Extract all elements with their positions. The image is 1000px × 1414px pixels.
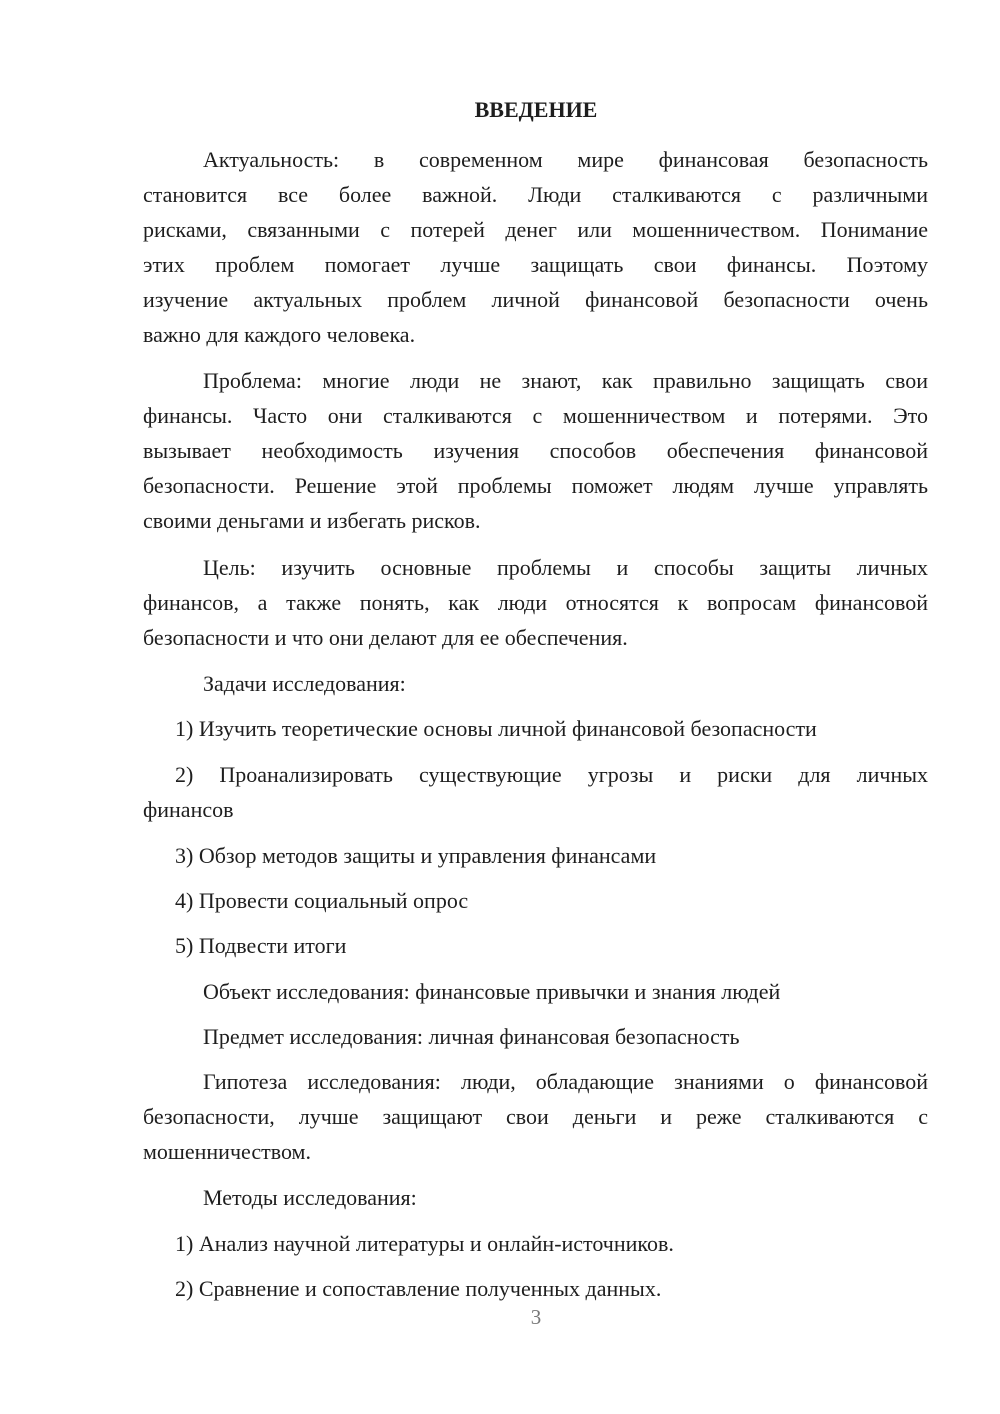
text-line: безопасности. Решение этой проблемы поможет людям лучше управлять [143,473,928,498]
text-line: Актуальность: в современном мире финансовая безопасность [203,147,928,172]
task-item [143,883,928,918]
text-line: становится все более важной. Люди сталкиваются с различными [143,182,928,207]
section-title: ВВЕДЕНИЕ [474,97,598,122]
text-line: финансы. Часто они сталкиваются с мошенничеством и потерями. Это [143,403,928,428]
text-line: Проблема: многие люди не знают, как правильно защищать свои [203,368,928,393]
text-line: Методы исследования: [203,1185,417,1210]
text-line: своими деньгами и избегать рисков. [143,508,481,533]
methods-heading [143,1180,928,1215]
page-number: 3 [530,1305,542,1329]
text-line: безопасности, лучше защищают свои деньги и реже сталкиваются с [143,1104,928,1129]
text-line: Предмет исследования: личная финансовая безопасность [203,1024,740,1049]
text-line: 1) Изучить теоретические основы личной финансовой безопасности [175,716,817,741]
text-line: 3) Обзор методов защиты и управления финансами [175,843,657,868]
task-item [143,711,928,746]
paragraph-problem [143,363,928,538]
paragraph-goal [143,550,928,655]
research-object [143,974,928,1009]
method-item [143,1226,928,1261]
text-line: 5) Подвести итоги [175,933,347,958]
text-line: Задачи исследования: [203,671,406,696]
text-line: изучение актуальных проблем личной финансовой безопасности очень [143,287,928,312]
text-line: 2) Проанализировать существующие угрозы и риски для личных [175,762,928,787]
paragraph-relevance [143,142,928,352]
text-line: безопасности и что они делают для ее обеспечения. [143,625,628,650]
text-line: 4) Провести социальный опрос [175,888,469,913]
research-subject [143,1019,928,1054]
text-line: вызывает необходимость изучения способов обеспечения финансовой [143,438,928,463]
text-line: мошенничеством. [143,1139,311,1164]
paragraph-hypothesis [143,1064,928,1169]
task-item [143,838,928,873]
task-item [143,757,928,827]
text-line: Гипотеза исследования: люди, обладающие знаниями о финансовой [203,1069,928,1094]
text-line: финансов, а также понять, как люди относятся к вопросам финансовой [143,590,928,615]
text-line: 1) Анализ научной литературы и онлайн-источников. [175,1231,674,1256]
tasks-heading [143,666,928,701]
text-line: 2) Сравнение и сопоставление полученных данных. [175,1276,662,1301]
text-line: важно для каждого человека. [143,322,416,347]
task-item [143,928,928,963]
text-line: этих проблем помогает лучше защищать свои финансы. Поэтому [143,252,928,277]
text-line: Объект исследования: финансовые привычки и знания людей [203,979,781,1004]
text-line: финансов [143,797,234,822]
text-line: рисками, связанными с потерей денег или мошенничеством. Понимание [143,217,928,242]
text-line: Цель: изучить основные проблемы и способы защиты личных [203,555,928,580]
